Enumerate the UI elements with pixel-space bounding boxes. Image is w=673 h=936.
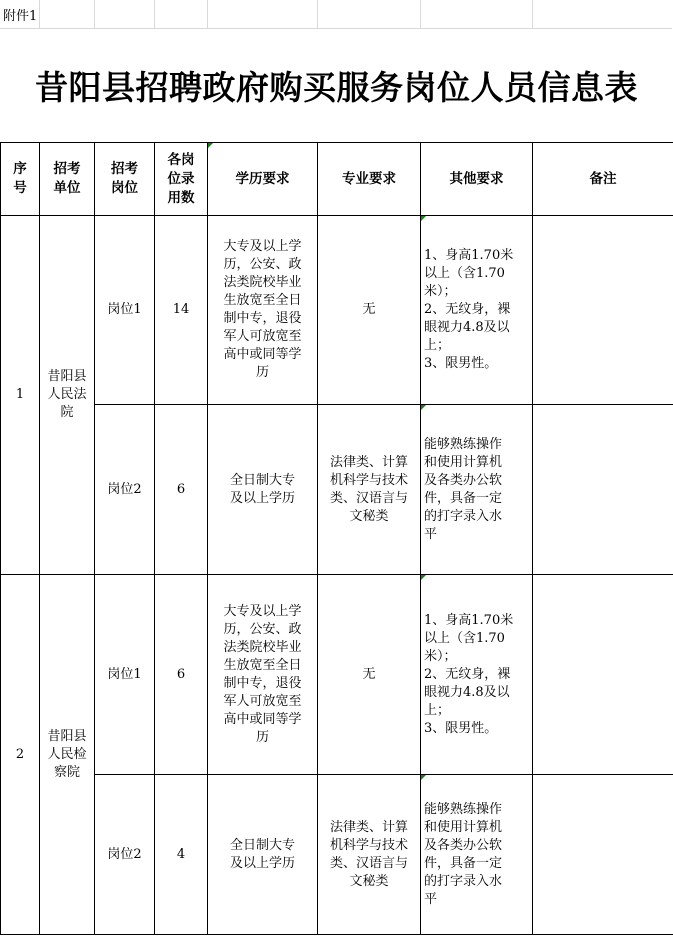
major-cell xyxy=(318,405,421,575)
text-line: 历 xyxy=(255,365,269,380)
remark-cell xyxy=(533,405,673,575)
header-line: 招考 xyxy=(53,161,81,177)
text-line: 法律类、计算 xyxy=(329,454,408,470)
count-cell: 6 xyxy=(155,405,208,575)
text-line: 能够熟练操作 xyxy=(424,436,503,452)
text-line: 军人可放宽至 xyxy=(223,693,302,709)
recruitment-table xyxy=(0,142,673,935)
text-line: 及各类办公软 xyxy=(424,472,503,488)
post-cell: 岗位1 xyxy=(95,575,155,775)
header-line: 招考 xyxy=(111,161,138,177)
unit-line: 昔阳县 xyxy=(47,728,87,744)
gridline xyxy=(420,0,421,28)
text-line: 法律类、计算 xyxy=(329,819,408,835)
gridline xyxy=(154,0,155,28)
text-line: 件，具备一定 xyxy=(424,855,503,871)
header-seq xyxy=(1,143,40,216)
text-line: 高中或同等学 xyxy=(223,347,302,362)
gridline xyxy=(532,0,533,28)
text-line: 能够熟练操作 xyxy=(424,801,503,817)
text-line: 类、汉语言与 xyxy=(329,855,408,871)
unit-line: 人民检 xyxy=(47,746,87,762)
post-cell: 岗位1 xyxy=(95,216,155,405)
header-line: 岗位 xyxy=(111,180,138,196)
count-cell: 6 xyxy=(155,575,208,775)
page-title: 昔阳县招聘政府购买服务岗位人员信息表 xyxy=(35,67,638,107)
text-line: 1、身高1.70米 xyxy=(424,248,514,263)
count-cell: 4 xyxy=(155,775,208,935)
gridline xyxy=(94,0,95,28)
gridline xyxy=(39,0,40,28)
text-line: 件，具备一定 xyxy=(424,490,503,506)
gridline xyxy=(317,0,318,28)
seq-cell: 1 xyxy=(1,216,40,575)
unit-cell xyxy=(40,216,95,575)
major-cell xyxy=(318,775,421,935)
text-line: 历，公安、政 xyxy=(223,257,302,272)
education-cell xyxy=(208,575,318,775)
text-line: 文秘类 xyxy=(349,508,389,524)
seq-cell: 2 xyxy=(1,575,40,935)
text-line: 大专及以上学 xyxy=(223,239,302,254)
other-cell xyxy=(421,775,533,935)
text-line: 和使用计算机 xyxy=(424,819,503,835)
table-row xyxy=(1,775,673,935)
text-line: 无 xyxy=(362,666,376,682)
other-cell xyxy=(421,575,533,775)
header-line: 单位 xyxy=(53,180,81,196)
text-line: 上； xyxy=(424,338,451,353)
header-line: 序 xyxy=(13,161,27,177)
post-cell: 岗位2 xyxy=(95,405,155,575)
text-line: 平 xyxy=(424,891,438,907)
header-line: 各岗 xyxy=(167,151,195,168)
other-cell xyxy=(421,405,533,575)
text-line: 生放宽至全日 xyxy=(223,657,302,673)
table-row xyxy=(1,216,673,405)
text-line: 全日制大专 xyxy=(229,472,295,488)
major-cell xyxy=(318,575,421,775)
unit-line: 察院 xyxy=(53,764,80,780)
remark-cell xyxy=(533,216,673,405)
text-line: 及以上学历 xyxy=(229,855,295,871)
major-cell xyxy=(318,216,421,405)
table-row xyxy=(1,575,673,775)
text-line: 历 xyxy=(255,729,269,745)
unit-line: 人民法 xyxy=(47,387,87,402)
text-line: 米）； xyxy=(424,648,457,664)
text-line: 3、限男性。 xyxy=(424,720,498,736)
text-line: 上； xyxy=(424,702,451,718)
remark-cell xyxy=(533,775,673,935)
text-line: 以上（含1.70 xyxy=(424,630,505,646)
unit-line: 院 xyxy=(60,405,74,420)
text-line: 1、身高1.70米 xyxy=(424,612,514,628)
post-cell: 岗位2 xyxy=(95,775,155,935)
header-major: 专业要求 xyxy=(318,143,421,216)
attachment-row xyxy=(0,0,672,29)
remark-cell xyxy=(533,575,673,775)
text-line: 眼视力4.8及以 xyxy=(424,684,510,700)
education-cell xyxy=(208,405,318,575)
table-row xyxy=(1,405,673,575)
unit-cell xyxy=(40,575,95,935)
text-line: 的打字录入水 xyxy=(424,508,503,524)
text-line: 历，公安、政 xyxy=(223,621,302,637)
unit-line: 昔阳县 xyxy=(47,369,87,384)
text-line: 机科学与技术 xyxy=(329,472,408,488)
text-line: 法类院校毕业 xyxy=(223,639,302,655)
text-line: 和使用计算机 xyxy=(424,454,503,470)
text-line: 法类院校毕业 xyxy=(223,275,302,290)
text-line: 及各类办公软 xyxy=(424,837,503,853)
text-line: 眼视力4.8及以 xyxy=(424,320,510,335)
header-line: 位录 xyxy=(167,170,195,187)
header-education: 学历要求 xyxy=(208,143,318,216)
other-cell xyxy=(421,216,533,405)
text-line: 无 xyxy=(362,302,376,317)
text-line: 米）； xyxy=(424,284,457,299)
text-line: 制中专，退役 xyxy=(223,675,302,691)
text-line: 以上（含1.70 xyxy=(424,266,505,281)
text-line: 文秘类 xyxy=(349,873,389,889)
text-line: 3、限男性。 xyxy=(424,356,498,371)
header-line: 号 xyxy=(13,180,27,196)
header-post xyxy=(95,143,155,216)
text-line: 的打字录入水 xyxy=(424,873,503,889)
count-cell: 14 xyxy=(155,216,208,405)
text-line: 大专及以上学 xyxy=(223,603,302,619)
gridline xyxy=(207,0,208,28)
header-other: 其他要求 xyxy=(421,143,533,216)
header-row xyxy=(1,143,673,216)
education-cell xyxy=(208,775,318,935)
text-line: 高中或同等学 xyxy=(223,711,302,727)
education-cell xyxy=(208,216,318,405)
text-line: 及以上学历 xyxy=(229,490,295,506)
text-line: 军人可放宽至 xyxy=(223,329,302,344)
text-line: 2、无纹身，裸 xyxy=(424,666,511,682)
attachment-label: 附件1 xyxy=(3,9,38,24)
text-line: 机科学与技术 xyxy=(329,837,408,853)
text-line: 2、无纹身，裸 xyxy=(424,302,511,317)
header-line: 用数 xyxy=(167,189,195,206)
text-line: 制中专，退役 xyxy=(223,311,302,326)
text-line: 生放宽至全日 xyxy=(223,293,302,308)
header-count xyxy=(155,143,208,216)
header-unit xyxy=(40,143,95,216)
text-line: 类、汉语言与 xyxy=(329,490,408,506)
text-line: 平 xyxy=(424,526,438,542)
header-remark: 备注 xyxy=(533,143,673,216)
text-line: 全日制大专 xyxy=(229,837,295,853)
